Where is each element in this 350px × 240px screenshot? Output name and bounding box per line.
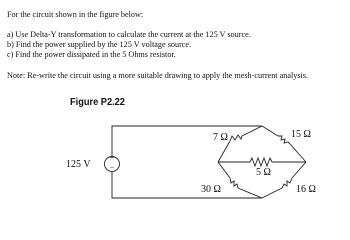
wire-to-15ohm — [262, 126, 278, 136]
resistor-30-ohm — [230, 178, 238, 188]
label-7-ohm: 7 Ω — [213, 132, 228, 143]
wire-16ohm-to-bottom — [262, 188, 282, 198]
source-minus: − — [109, 163, 115, 172]
resistor-16-ohm — [282, 178, 292, 188]
label-16-ohm: 16 Ω — [296, 184, 316, 195]
resistor-15-ohm — [278, 136, 290, 144]
wire-15ohm-to-right-node — [290, 144, 306, 162]
resistor-5-ohm — [250, 158, 272, 166]
question-c: c) Find the power dissipated in the 5 Ohms resistor. — [7, 50, 176, 59]
wire-left-node-to-30ohm — [218, 162, 230, 178]
wire-30ohm-to-bottom — [238, 188, 262, 198]
wire-right-node-to-16ohm — [292, 162, 306, 178]
bottom-wire — [112, 171, 262, 198]
source-label: 125 V — [66, 159, 91, 170]
wire-to-7ohm — [242, 126, 262, 136]
question-b: b) Find the power supplied by the 125 V voltage source. — [7, 40, 192, 49]
resistor-7-ohm — [230, 135, 242, 141]
intro-text: For the circuit shown in the figure below: — [7, 10, 144, 19]
figure-title: Figure P2.22 — [70, 96, 125, 108]
question-a: a) Use Delta-Y transformation to calculate the current at the 125 V source. — [7, 30, 251, 39]
wire-7ohm-to-left-node — [218, 141, 230, 162]
note-text: Note: Re-write the circuit using a more suitable drawing to apply the mesh-current analysis. — [7, 71, 309, 80]
label-5-ohm: 5 Ω — [256, 167, 271, 178]
top-wire — [112, 126, 262, 157]
label-30-ohm: 30 Ω — [201, 184, 221, 195]
source-plus: + — [109, 153, 115, 162]
label-15-ohm: 15 Ω — [291, 129, 311, 140]
